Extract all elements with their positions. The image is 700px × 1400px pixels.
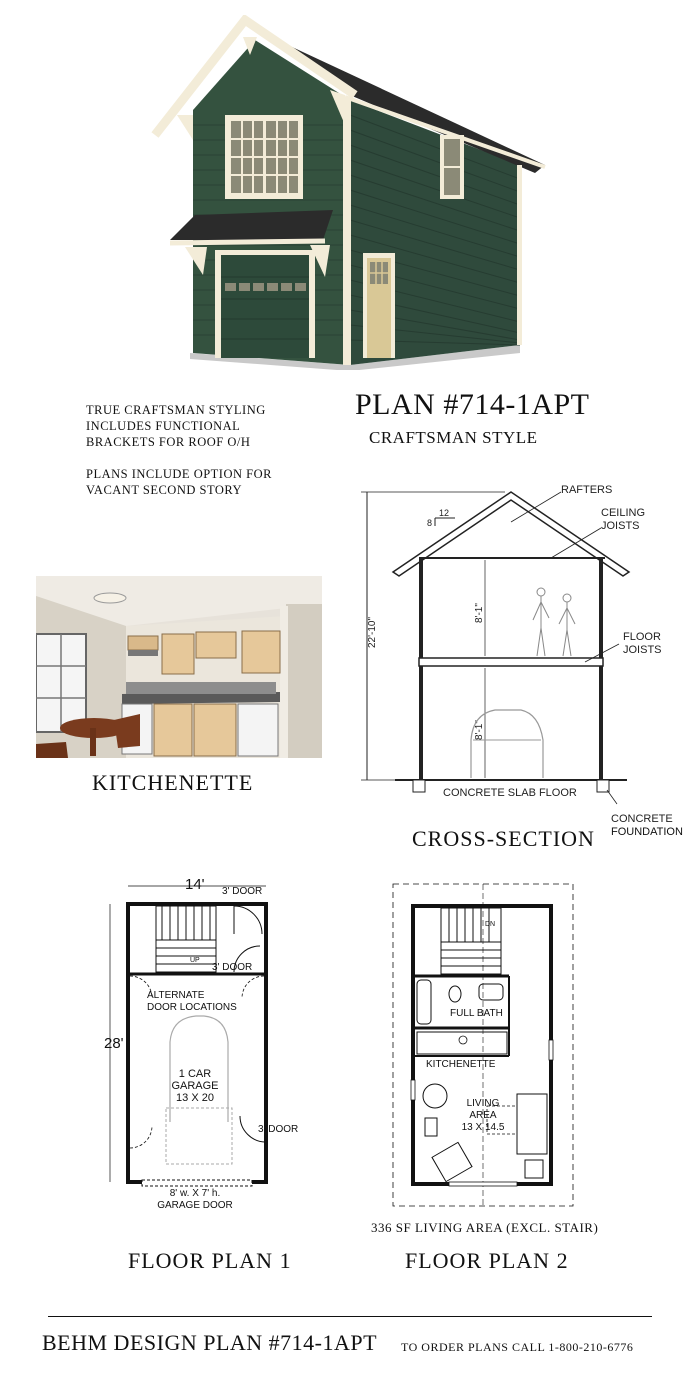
stair-dn-label: DN: [485, 921, 496, 928]
note-line-2: INCLUDES FUNCTIONAL: [86, 419, 241, 433]
rafters-label: RAFTERS: [561, 484, 613, 496]
plan-subtitle: CRAFTSMAN STYLE: [369, 428, 538, 447]
fp2-full-bath-label: FULL BATH: [450, 1008, 503, 1019]
fp1-garage-label: [170, 1068, 220, 1104]
ceiling-joists-label-2: JOISTS: [601, 520, 640, 532]
fp2-living-line-2: AREA: [469, 1110, 497, 1121]
footer-divider: [48, 1316, 652, 1317]
pitch-run-label: 12: [439, 508, 450, 518]
fp1-door-mid-label: 3' DOOR: [212, 962, 253, 973]
fp2-living-size: 13 X 14.5: [461, 1122, 505, 1133]
fp1-alt-doors-label: [147, 990, 237, 1014]
fp2-kitchenette-label: KITCHENETTE: [426, 1059, 496, 1070]
note-line-1: TRUE CRAFTSMAN STYLING: [86, 403, 266, 417]
foundation-label-1: CONCRETE: [611, 813, 673, 823]
kitchenette-caption: KITCHENETTE: [92, 770, 254, 795]
fp1-door-side-label: 3' DOOR: [258, 1124, 299, 1135]
fp1-alt-doors-line-2: DOOR LOCATIONS: [147, 1002, 237, 1013]
plan-title: PLAN #714-1APT: [355, 388, 590, 421]
floor-plan-2-caption: FLOOR PLAN 2: [405, 1248, 569, 1273]
cross-section-drawing: [355, 478, 700, 823]
foundation-label-2: FOUNDATION: [611, 826, 683, 838]
fp2-living-label: [458, 1098, 508, 1134]
fp1-garage-line-2: GARAGE: [171, 1080, 219, 1092]
ceiling-joists-label-1: CEILING: [601, 507, 646, 519]
fp1-garage-line-1: 1 CAR: [178, 1068, 212, 1080]
fp1-garage-size: 13 X 20: [176, 1092, 214, 1104]
kitchenette-rendering: [36, 576, 322, 758]
note-line-3: BRACKETS FOR ROOF O/H: [86, 435, 251, 449]
fp1-garage-door-line-2: GARAGE DOOR: [157, 1200, 233, 1211]
floor-plan-1-drawing: [100, 872, 320, 1217]
footer-brand: BEHM DESIGN PLAN #714-1APT: [42, 1330, 378, 1355]
slab-label: CONCRETE SLAB FLOOR: [443, 787, 577, 799]
floor-joists-label-1: FLOOR: [623, 631, 661, 643]
feature-notes: [86, 402, 316, 498]
floor-plan-2-drawing: [385, 880, 580, 1210]
floor-plan-1-caption: FLOOR PLAN 1: [128, 1248, 292, 1273]
cross-section-caption: CROSS-SECTION: [412, 826, 595, 851]
footer-order-phone: TO ORDER PLANS CALL 1-800-210-6776: [401, 1340, 634, 1354]
fp1-alt-doors-line-1: ALTERNATE: [147, 990, 205, 1001]
house-rendering: [145, 15, 555, 370]
floor-joists-label-2: JOISTS: [623, 644, 662, 656]
fp2-living-line-1: LIVING: [466, 1098, 500, 1109]
upper-height-label: 8'-1": [474, 603, 485, 623]
pitch-rise-label: 8: [427, 518, 433, 528]
stair-up-label: UP: [190, 957, 200, 964]
fp1-width-dim: 14': [185, 876, 205, 893]
lower-height-label: 8'-1": [474, 720, 485, 740]
fp1-door-top-label: 3' DOOR: [222, 886, 263, 897]
note-line-4: PLANS INCLUDE OPTION FOR: [86, 467, 272, 481]
fp1-garage-door-line-1: 8' w. X 7' h.: [169, 1188, 221, 1199]
fp2-area-note: 336 SF LIVING AREA (EXCL. STAIR): [371, 1220, 599, 1235]
fp1-garage-door-label: [150, 1188, 240, 1212]
fp1-depth-dim: 28': [104, 1035, 124, 1052]
note-line-5: VACANT SECOND STORY: [86, 483, 243, 497]
total-height-label: 22'-10": [367, 616, 378, 648]
